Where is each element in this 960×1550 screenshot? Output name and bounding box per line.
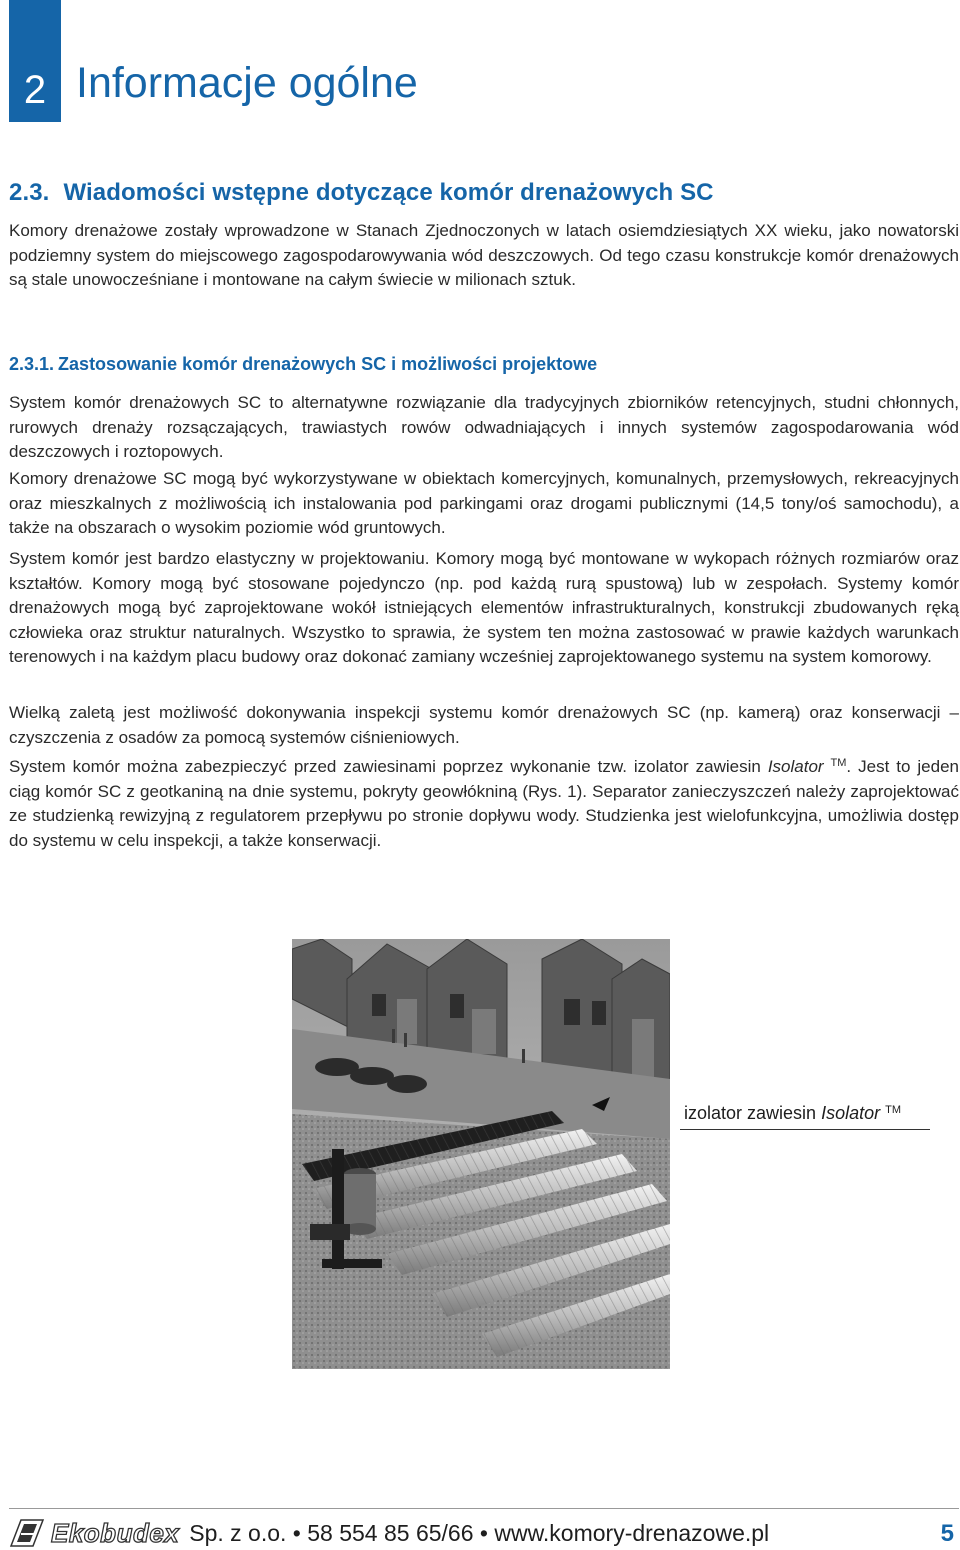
figure-callout [684,1103,901,1124]
paragraph-alternative: System komór drenażowych SC to alternatywne rozwiązanie dla tradycyjnych zbiorników retencyjnych, studni chłonnych, rurowych drenaży rozsączających, trawiastych rowów odwadniających i innych systemów zagospodarowania wód deszczowych i roztopowych. [9,393,959,461]
subsection-title: Zastosowanie komór drenażowych SC i możliwości projektowe [58,354,598,374]
callout-text: izolator zawiesin [684,1103,822,1123]
page-number: 5 [940,1520,954,1547]
paragraph-isolator-part-b: . Jest to jeden ciąg komór SC z geotkaniną na dnie systemu, pokryty geowłókniną (Rys. 1). Separator zanieczyszczeń należy zaprojektować ze studzienką rewizyjną z regulatorem przepływu po stronie dopływu wody. Studzienka jest wielofunkcyjna, umożliwia dostęp do systemu w celu inspekcji, a także konserwacji. [9,757,959,850]
callout-leader-line [680,1129,930,1130]
paragraph-isolator-part-a: System komór można zabezpieczyć przed zawiesinami poprzez wykonanie tzw. izolator zawiesin [9,757,768,776]
subsection-heading [9,354,597,375]
section-number: 2.3. [9,179,50,206]
chapter-title: Informacje ogólne [76,59,418,107]
section-heading [9,179,714,207]
callout-isolator-term: Isolator [821,1103,881,1123]
subsection-number: 2.3.1. [9,354,55,374]
paragraph-applications: Komory drenażowe SC mogą być wykorzystywane w obiektach komercyjnych, komunalnych, przemysłowych, rekreacyjnych oraz mieszkalnych z możliwością ich instalowania pod parkingami oraz drogami publicznymi (14,5 tony/oś samochodu), a także na obszarach o wysokim poziomie wód gruntowych. [9,469,959,537]
footer-contact: Sp. z o.o. • 58 554 85 65/66 • www.komory-drenazowe.pl [189,1519,770,1546]
intro-paragraph: Komory drenażowe zostały wprowadzone w Stanach Zjednoczonych w latach osiemdziesiątych XX wieku, jako nowatorski podziemny system do miejscowego zagospodarowywania wód deszczowych. Od tego czasu konstrukcje komór drenażowych są stale unowocześniane i montowane na całym świecie w milionach sztuk. [9,221,959,289]
logo-icon [9,1518,45,1548]
illustration-svg [292,939,670,1369]
callout-trademark: TM [885,1104,901,1116]
paragraph-inspection: Wielką zaletą jest możliwość dokonywania inspekcji systemu komór drenażowych SC (np. kamerą) oraz konserwacji – czyszczenia z osadów za pomocą systemów ciśnieniowych. [9,703,959,747]
chapter-number: 2 [23,68,47,112]
footer-divider [9,1508,959,1509]
chapter-number-block [9,0,61,122]
trademark-sup: TM [830,757,847,769]
section-title: Wiadomości wstępne dotyczące komór drenażowych SC [63,179,714,206]
footer [9,1516,959,1550]
drainage-system-illustration [292,939,670,1369]
paragraph-flexibility: System komór jest bardzo elastyczny w projektowaniu. Komory mogą być montowane w wykopach różnych rozmiarów oraz kształtów. Komory mogą być stosowane pojedynczo (np. pod każdą rurą spustową) lub w zespołach. Systemy komór drenażowych mogą być zaprojektowane wokół istniejących elementów infrastrukturalnych, konstrukcji zbudowanych ręką człowieka oraz struktur naturalnych. Wszystko to sprawia, że system ten można zastosować w prawie każdych warunkach terenowych i na każdym placu budowy oraz dokonać zamiany wcześniej zaprojektowanego systemu na system komorowy. [9,549,959,666]
paragraph-isolator [9,755,959,853]
isolator-term: Isolator [767,757,824,776]
logo-text: Ekobudex [51,1517,180,1548]
